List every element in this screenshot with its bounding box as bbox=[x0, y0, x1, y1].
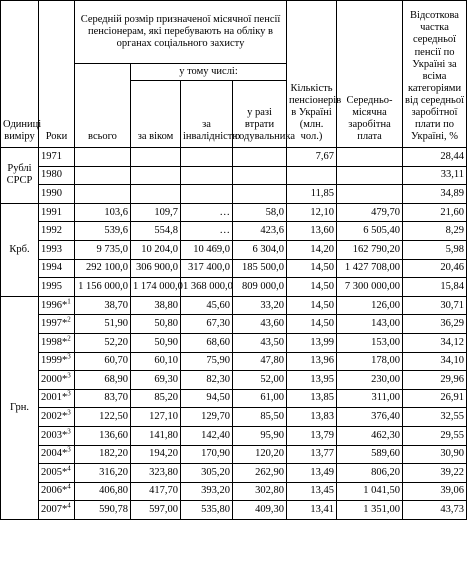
cell-by-disability: 535,80 bbox=[181, 501, 233, 520]
header-unit: Одиниці виміру bbox=[1, 1, 39, 148]
cell-percent-share: 30,71 bbox=[403, 296, 467, 315]
cell-avg-wage: 589,60 bbox=[337, 445, 403, 464]
cell-by-age: 10 204,0 bbox=[131, 240, 181, 259]
cell-by-breadwinner-loss: 43,50 bbox=[233, 333, 287, 352]
year-text: 2004* bbox=[41, 448, 68, 460]
cell-year bbox=[39, 464, 75, 483]
cell-by-breadwinner-loss: 58,0 bbox=[233, 203, 287, 222]
cell-by-age: 306 900,0 bbox=[131, 259, 181, 278]
cell-by-breadwinner-loss: 43,60 bbox=[233, 315, 287, 334]
table-row bbox=[1, 333, 467, 352]
cell-total: 9 735,0 bbox=[75, 240, 131, 259]
cell-by-disability: 393,20 bbox=[181, 482, 233, 501]
cell-total: 406,80 bbox=[75, 482, 131, 501]
cell-avg-wage: 1 351,00 bbox=[337, 501, 403, 520]
header-by-disability: за інвалідністю bbox=[181, 81, 233, 148]
cell-total: 316,20 bbox=[75, 464, 131, 483]
cell-pensioners-count: 13,99 bbox=[287, 333, 337, 352]
cell-by-age: 417,70 bbox=[131, 482, 181, 501]
year-text: 1991 bbox=[41, 206, 62, 218]
table-row bbox=[1, 240, 467, 259]
cell-pensioners-count: 7,67 bbox=[287, 148, 337, 167]
table-row bbox=[1, 352, 467, 371]
cell-by-age: 60,10 bbox=[131, 352, 181, 371]
cell-by-disability: … bbox=[181, 203, 233, 222]
year-text: 1995 bbox=[41, 280, 62, 292]
cell-by-disability: 67,30 bbox=[181, 315, 233, 334]
table-row bbox=[1, 464, 467, 483]
cell-pensioners-count: 13,95 bbox=[287, 371, 337, 390]
header-years: Роки bbox=[39, 1, 75, 148]
header-by-breadwinner-loss: у разі втрати годувальника bbox=[233, 81, 287, 148]
cell-total bbox=[75, 148, 131, 167]
cell-by-age bbox=[131, 148, 181, 167]
cell-by-age bbox=[131, 185, 181, 204]
cell-pensioners-count: 13,77 bbox=[287, 445, 337, 464]
year-text: 1980 bbox=[41, 169, 62, 181]
cell-by-disability: 75,90 bbox=[181, 352, 233, 371]
cell-pensioners-count: 14,50 bbox=[287, 259, 337, 278]
cell-pensioners-count bbox=[287, 166, 337, 185]
cell-year bbox=[39, 333, 75, 352]
cell-pensioners-count: 14,20 bbox=[287, 240, 337, 259]
cell-by-age: 194,20 bbox=[131, 445, 181, 464]
cell-total: 51,90 bbox=[75, 315, 131, 334]
cell-pensioners-count: 14,50 bbox=[287, 296, 337, 315]
unit-label: Крб. bbox=[1, 203, 39, 296]
cell-percent-share: 8,29 bbox=[403, 222, 467, 241]
cell-total: 292 100,0 bbox=[75, 259, 131, 278]
cell-percent-share: 29,55 bbox=[403, 426, 467, 445]
cell-by-disability: 45,60 bbox=[181, 296, 233, 315]
cell-total: 68,90 bbox=[75, 371, 131, 390]
year-text: 1999* bbox=[41, 355, 68, 367]
unit-label: Грн. bbox=[1, 296, 39, 519]
cell-by-breadwinner-loss: 185 500,0 bbox=[233, 259, 287, 278]
header-pensioners-count: Кількість пенсіонерів в Україні (млн. чол.) bbox=[287, 1, 337, 148]
header-total: всього bbox=[75, 64, 131, 148]
unit-label: Рублі СРСР bbox=[1, 148, 39, 204]
cell-total: 60,70 bbox=[75, 352, 131, 371]
year-text: 2007* bbox=[41, 504, 68, 516]
cell-total: 83,70 bbox=[75, 389, 131, 408]
cell-percent-share: 34,89 bbox=[403, 185, 467, 204]
cell-percent-share: 43,73 bbox=[403, 501, 467, 520]
table-row bbox=[1, 501, 467, 520]
footnote-marker: 3 bbox=[67, 352, 71, 361]
cell-percent-share: 29,96 bbox=[403, 371, 467, 390]
cell-avg-wage: 479,70 bbox=[337, 203, 403, 222]
cell-by-breadwinner-loss: 809 000,0 bbox=[233, 278, 287, 297]
cell-year bbox=[39, 408, 75, 427]
cell-by-disability: 170,90 bbox=[181, 445, 233, 464]
table-row bbox=[1, 296, 467, 315]
year-text: 1990 bbox=[41, 187, 62, 199]
cell-percent-share: 21,60 bbox=[403, 203, 467, 222]
cell-by-age: 1 174 000,0 bbox=[131, 278, 181, 297]
cell-avg-wage bbox=[337, 185, 403, 204]
cell-percent-share: 39,06 bbox=[403, 482, 467, 501]
cell-by-age: 597,00 bbox=[131, 501, 181, 520]
cell-by-breadwinner-loss: 47,80 bbox=[233, 352, 287, 371]
footnote-marker: 1 bbox=[67, 297, 71, 306]
year-text: 1994 bbox=[41, 262, 62, 274]
footnote-marker: 3 bbox=[67, 371, 71, 380]
cell-by-age: 323,80 bbox=[131, 464, 181, 483]
cell-percent-share: 34,12 bbox=[403, 333, 467, 352]
cell-year bbox=[39, 315, 75, 334]
cell-avg-wage: 126,00 bbox=[337, 296, 403, 315]
cell-avg-wage: 6 505,40 bbox=[337, 222, 403, 241]
year-text: 2005* bbox=[41, 466, 68, 478]
header-avg-pension: Середній розмір призначеної місячної пенсії пенсіонерам, які перебувають на обліку в органах соціального захисту bbox=[75, 1, 287, 64]
cell-avg-wage: 7 300 000,00 bbox=[337, 278, 403, 297]
cell-by-disability: 142,40 bbox=[181, 426, 233, 445]
cell-total: 103,6 bbox=[75, 203, 131, 222]
cell-pensioners-count: 13,45 bbox=[287, 482, 337, 501]
cell-by-disability: 129,70 bbox=[181, 408, 233, 427]
cell-pensioners-count: 13,96 bbox=[287, 352, 337, 371]
cell-year bbox=[39, 222, 75, 241]
cell-avg-wage: 311,00 bbox=[337, 389, 403, 408]
table-row bbox=[1, 185, 467, 204]
cell-by-breadwinner-loss: 409,30 bbox=[233, 501, 287, 520]
table-row bbox=[1, 148, 467, 167]
year-text: 2002* bbox=[41, 411, 68, 423]
cell-year bbox=[39, 389, 75, 408]
cell-pensioners-count: 13,49 bbox=[287, 464, 337, 483]
table-row bbox=[1, 166, 467, 185]
cell-by-age: 109,7 bbox=[131, 203, 181, 222]
year-text: 1998* bbox=[41, 336, 68, 348]
year-text: 2003* bbox=[41, 429, 68, 441]
cell-by-disability bbox=[181, 148, 233, 167]
cell-by-breadwinner-loss bbox=[233, 166, 287, 185]
year-text: 1996* bbox=[41, 299, 68, 311]
cell-percent-share: 30,90 bbox=[403, 445, 467, 464]
header-including: у тому числі: bbox=[131, 64, 287, 81]
year-text: 1997* bbox=[41, 318, 68, 330]
cell-by-disability bbox=[181, 185, 233, 204]
header-avg-wage: Середньо-місячна заробітна плата bbox=[337, 1, 403, 148]
footnote-marker: 4 bbox=[67, 501, 71, 510]
cell-year bbox=[39, 352, 75, 371]
cell-total: 1 156 000,0 bbox=[75, 278, 131, 297]
table-row bbox=[1, 482, 467, 501]
cell-by-breadwinner-loss bbox=[233, 185, 287, 204]
cell-year bbox=[39, 501, 75, 520]
cell-percent-share: 28,44 bbox=[403, 148, 467, 167]
cell-avg-wage: 153,00 bbox=[337, 333, 403, 352]
cell-avg-wage: 230,00 bbox=[337, 371, 403, 390]
cell-year bbox=[39, 482, 75, 501]
cell-by-breadwinner-loss: 61,00 bbox=[233, 389, 287, 408]
cell-by-age bbox=[131, 166, 181, 185]
cell-year bbox=[39, 148, 75, 167]
cell-year bbox=[39, 296, 75, 315]
cell-total: 590,78 bbox=[75, 501, 131, 520]
cell-avg-wage bbox=[337, 166, 403, 185]
table-row bbox=[1, 315, 467, 334]
cell-year bbox=[39, 185, 75, 204]
cell-total bbox=[75, 166, 131, 185]
cell-year bbox=[39, 259, 75, 278]
cell-avg-wage: 376,40 bbox=[337, 408, 403, 427]
cell-year bbox=[39, 203, 75, 222]
cell-avg-wage: 178,00 bbox=[337, 352, 403, 371]
cell-by-disability: 305,20 bbox=[181, 464, 233, 483]
cell-by-breadwinner-loss: 423,6 bbox=[233, 222, 287, 241]
cell-percent-share: 15,84 bbox=[403, 278, 467, 297]
cell-by-breadwinner-loss: 302,80 bbox=[233, 482, 287, 501]
cell-avg-wage: 1 041,50 bbox=[337, 482, 403, 501]
cell-avg-wage: 462,30 bbox=[337, 426, 403, 445]
cell-pensioners-count: 14,50 bbox=[287, 315, 337, 334]
cell-by-disability: 82,30 bbox=[181, 371, 233, 390]
cell-pensioners-count: 12,10 bbox=[287, 203, 337, 222]
footnote-marker: 3 bbox=[67, 427, 71, 436]
cell-percent-share: 39,22 bbox=[403, 464, 467, 483]
cell-by-age: 38,80 bbox=[131, 296, 181, 315]
table-row bbox=[1, 259, 467, 278]
cell-year bbox=[39, 371, 75, 390]
year-text: 2006* bbox=[41, 485, 68, 497]
year-text: 1992 bbox=[41, 225, 62, 237]
table-row bbox=[1, 445, 467, 464]
cell-by-disability: 10 469,0 bbox=[181, 240, 233, 259]
footnote-marker: 3 bbox=[67, 445, 71, 454]
cell-percent-share: 36,29 bbox=[403, 315, 467, 334]
cell-percent-share: 20,46 bbox=[403, 259, 467, 278]
year-text: 2001* bbox=[41, 392, 68, 404]
table-body bbox=[1, 1, 467, 520]
cell-by-age: 141,80 bbox=[131, 426, 181, 445]
footnote-marker: 3 bbox=[67, 389, 71, 398]
cell-pensioners-count: 13,83 bbox=[287, 408, 337, 427]
cell-by-age: 50,80 bbox=[131, 315, 181, 334]
cell-by-breadwinner-loss: 120,20 bbox=[233, 445, 287, 464]
cell-total bbox=[75, 185, 131, 204]
cell-by-age: 127,10 bbox=[131, 408, 181, 427]
year-text: 1971 bbox=[41, 150, 62, 162]
table-row bbox=[1, 389, 467, 408]
table-row bbox=[1, 408, 467, 427]
cell-total: 136,60 bbox=[75, 426, 131, 445]
cell-avg-wage: 162 790,20 bbox=[337, 240, 403, 259]
cell-pensioners-count: 13,79 bbox=[287, 426, 337, 445]
cell-percent-share: 32,55 bbox=[403, 408, 467, 427]
cell-by-disability: … bbox=[181, 222, 233, 241]
cell-by-disability: 94,50 bbox=[181, 389, 233, 408]
table-row bbox=[1, 278, 467, 297]
cell-total: 52,20 bbox=[75, 333, 131, 352]
cell-by-age: 554,8 bbox=[131, 222, 181, 241]
footnote-marker: 2 bbox=[67, 334, 71, 343]
cell-percent-share: 33,11 bbox=[403, 166, 467, 185]
cell-by-breadwinner-loss: 85,50 bbox=[233, 408, 287, 427]
footnote-marker: 2 bbox=[67, 315, 71, 324]
cell-total: 539,6 bbox=[75, 222, 131, 241]
footnote-marker: 3 bbox=[67, 408, 71, 417]
cell-avg-wage: 1 427 708,00 bbox=[337, 259, 403, 278]
year-text: 2000* bbox=[41, 373, 68, 385]
cell-year bbox=[39, 278, 75, 297]
cell-pensioners-count: 13,41 bbox=[287, 501, 337, 520]
cell-by-breadwinner-loss: 262,90 bbox=[233, 464, 287, 483]
cell-by-disability bbox=[181, 166, 233, 185]
cell-pensioners-count: 13,85 bbox=[287, 389, 337, 408]
cell-by-age: 69,30 bbox=[131, 371, 181, 390]
year-text: 1993 bbox=[41, 243, 62, 255]
cell-year bbox=[39, 240, 75, 259]
cell-avg-wage: 806,20 bbox=[337, 464, 403, 483]
cell-total: 182,20 bbox=[75, 445, 131, 464]
table-row bbox=[1, 426, 467, 445]
header-percent-share: Відсоткова частка середньої пенсії по Україні за всіма категоріями від середньої заробітної плати по Україні, % bbox=[403, 1, 467, 148]
cell-percent-share: 5,98 bbox=[403, 240, 467, 259]
cell-total: 122,50 bbox=[75, 408, 131, 427]
cell-total: 38,70 bbox=[75, 296, 131, 315]
cell-by-breadwinner-loss: 52,00 bbox=[233, 371, 287, 390]
table-row bbox=[1, 222, 467, 241]
cell-by-breadwinner-loss: 95,90 bbox=[233, 426, 287, 445]
cell-by-breadwinner-loss: 6 304,0 bbox=[233, 240, 287, 259]
table-row bbox=[1, 371, 467, 390]
cell-avg-wage: 143,00 bbox=[337, 315, 403, 334]
table-row bbox=[1, 203, 467, 222]
footnote-marker: 4 bbox=[67, 482, 71, 491]
cell-by-breadwinner-loss: 33,20 bbox=[233, 296, 287, 315]
cell-pensioners-count: 11,85 bbox=[287, 185, 337, 204]
cell-by-disability: 317 400,0 bbox=[181, 259, 233, 278]
cell-by-age: 50,90 bbox=[131, 333, 181, 352]
header-by-age: за віком bbox=[131, 81, 181, 148]
cell-by-breadwinner-loss bbox=[233, 148, 287, 167]
cell-by-age: 85,20 bbox=[131, 389, 181, 408]
cell-year bbox=[39, 445, 75, 464]
cell-percent-share: 34,10 bbox=[403, 352, 467, 371]
cell-year bbox=[39, 426, 75, 445]
cell-pensioners-count: 13,60 bbox=[287, 222, 337, 241]
cell-year bbox=[39, 166, 75, 185]
cell-pensioners-count: 14,50 bbox=[287, 278, 337, 297]
cell-percent-share: 26,91 bbox=[403, 389, 467, 408]
cell-by-disability: 1 368 000,0 bbox=[181, 278, 233, 297]
cell-avg-wage bbox=[337, 148, 403, 167]
cell-by-disability: 68,60 bbox=[181, 333, 233, 352]
footnote-marker: 4 bbox=[67, 464, 71, 473]
